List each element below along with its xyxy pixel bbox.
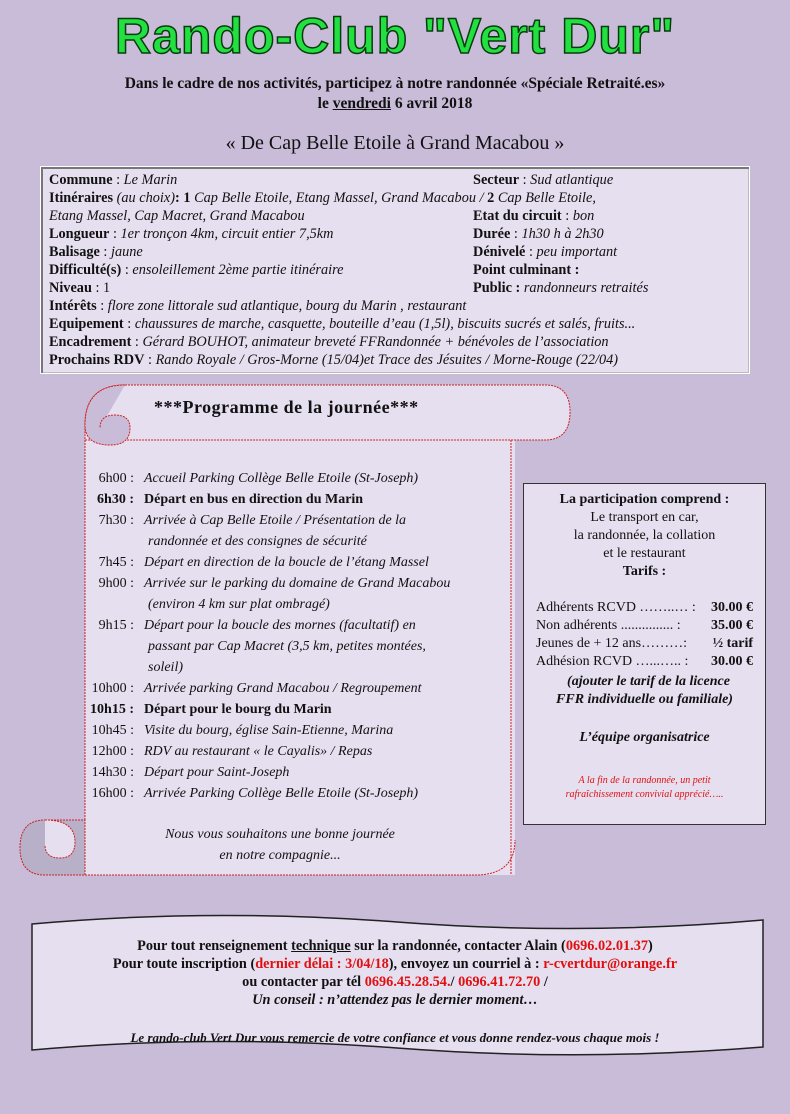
rdv-sep: :: [144, 352, 156, 368]
info-longueur: [49, 225, 333, 243]
tarif-value: ½ tarif: [712, 636, 753, 651]
schedule-time: 7h45 :: [98, 555, 134, 570]
info-panel: [40, 166, 750, 374]
tarif-value: 35.00 €: [711, 618, 753, 633]
equipement-label: Equipement: [49, 316, 124, 332]
equipement-sep: :: [123, 316, 135, 332]
contact-text: ): [648, 938, 653, 954]
info-secteur: [473, 171, 613, 189]
schedule-description: Départ pour le bourg du Marin: [144, 702, 332, 717]
denivele-label: Dénivelé: [473, 244, 526, 260]
contact-line-2: [30, 955, 760, 973]
itineraires-label: Itinéraires: [49, 190, 114, 206]
point-culminant-label: Point culminant :: [473, 262, 580, 278]
denivele-sep: :: [525, 244, 537, 260]
info-public: [473, 279, 648, 297]
info-duree: [473, 225, 604, 243]
schedule-description: Départ pour la boucle des mornes (facultatif) en: [144, 618, 416, 633]
duree-value: 1h30 h à 2h30: [521, 226, 604, 242]
etat-sep: :: [561, 208, 573, 224]
contact-text: sur la randonnée, contacter Alain (: [350, 938, 566, 954]
tarif-label: Adhésion RCVD …...….. :: [536, 654, 689, 669]
registration-deadline: dernier délai : 3/04/18: [255, 956, 389, 972]
contact-text: Pour tout renseignement: [137, 938, 292, 954]
itin-line-2: Etang Massel, Cap Macret, Grand Macabou: [49, 208, 305, 224]
info-encadrement: [49, 333, 609, 351]
refreshment-note-2: rafraîchissement convivial apprécié…..: [565, 789, 724, 800]
difficulte-label: Difficulté(s): [49, 262, 122, 278]
info-point-culminant: [473, 261, 579, 279]
commune-value: Le Marin: [123, 172, 178, 188]
contact-text: ou contacter par tél: [242, 974, 365, 990]
duree-sep: :: [510, 226, 522, 242]
intro-date: 6 avril 2018: [390, 95, 473, 112]
schedule-description: Arrivée sur le parking du domaine de Grand Macabou: [144, 576, 451, 591]
secteur-sep: :: [519, 172, 531, 188]
schedule-description: Visite du bourg, église Sain-Etienne, Marina: [144, 723, 394, 738]
info-rdv: [49, 351, 618, 369]
schedule-time: 12h00 :: [91, 744, 134, 759]
info-niveau: [49, 279, 110, 297]
interets-sep: :: [96, 298, 108, 314]
info-itineraires-2: [49, 207, 305, 225]
schedule-time: 9h00 :: [98, 576, 134, 591]
encadrement-value: Gérard BOUHOT, animateur breveté FFRandonnée + bénévoles de l’association: [142, 334, 609, 350]
schedule-time: 16h00 :: [91, 786, 134, 801]
tarif-value: 30.00 €: [711, 654, 753, 669]
balisage-value: jaune: [110, 244, 143, 260]
contact-technique: technique: [291, 938, 351, 954]
interets-value: flore zone littorale sud atlantique, bourg du Marin , restaurant: [107, 298, 467, 314]
refreshment-note-1: A la fin de la randonnée, un petit: [578, 775, 711, 786]
schedule-time: 9h15 :: [98, 618, 134, 633]
duree-label: Durée: [473, 226, 511, 242]
niveau-value: : 1: [91, 280, 111, 296]
niveau-label: Niveau: [49, 280, 92, 296]
schedule-time: 10h15 :: [90, 702, 134, 717]
difficulte-value: ensoleillement 2ème partie itinéraire: [132, 262, 344, 278]
secteur-value: Sud atlantique: [530, 172, 614, 188]
contact-thanks: Le rando-club Vert Dur vous remercie de votre confiance et vous donne rendez-vous chaque mois !: [130, 1030, 660, 1045]
contact-line-3: [30, 973, 760, 991]
balisage-sep: :: [99, 244, 111, 260]
denivele-value: peu important: [536, 244, 618, 260]
difficulte-sep: :: [121, 262, 133, 278]
schedule-description: soleil): [148, 660, 183, 675]
schedule-description: Arrivée parking Grand Macabou / Regroupement: [144, 681, 422, 696]
contact-phone-alain[interactable]: 0696.02.01.37: [565, 938, 649, 954]
tarif-value: 30.00 €: [711, 600, 753, 615]
schedule-description: RDV au restaurant « le Cayalis» / Repas: [144, 744, 373, 759]
participation-line-3: et le restaurant: [603, 546, 686, 561]
longueur-sep: :: [109, 226, 121, 242]
schedule-description: Départ pour Saint-Joseph: [144, 765, 290, 780]
hike-subtitle: « De Cap Belle Etoile à Grand Macabou »: [225, 132, 565, 154]
interets-label: Intérêts: [49, 298, 97, 314]
schedule-description: randonnée et des consignes de sécurité: [148, 534, 367, 549]
intro-date-prefix: le: [317, 95, 333, 112]
tarif-label: Non adhérents ............... :: [536, 618, 681, 633]
licence-note-1: (ajouter le tarif de la licence: [567, 674, 730, 689]
contact-text: Pour toute inscription (: [112, 956, 256, 972]
schedule-description: Arrivée Parking Collège Belle Etoile (St-Joseph): [144, 786, 419, 801]
intro-line-1: Dans le cadre de nos activités, participez à notre randonnée «Spéciale Retraité.es»: [124, 75, 666, 92]
participation-line-2: la randonnée, la collation: [573, 528, 716, 543]
participation-line-1: Le transport en car,: [590, 510, 699, 525]
contact-advice: Un conseil : n’attendez pas le dernier moment…: [252, 992, 538, 1008]
itin-2-num: 2: [487, 190, 495, 206]
rdv-label: Prochains RDV: [49, 352, 145, 368]
info-denivele: [473, 243, 617, 261]
schedule-description: Accueil Parking Collège Belle Etoile (St-Joseph): [144, 471, 419, 486]
longueur-value: 1er tronçon 4km, circuit entier 7,5km: [120, 226, 334, 242]
encadrement-label: Encadrement: [49, 334, 132, 350]
schedule-description: Arrivée à Cap Belle Etoile / Présentation de la: [144, 513, 407, 528]
info-etat: [473, 207, 594, 225]
itin-1-text: Cap Belle Etoile, Etang Massel, Grand Macabou /: [190, 190, 488, 206]
programme-wish: [120, 824, 440, 866]
schedule-description: passant par Cap Macret (3,5 km, petites montées,: [148, 639, 426, 654]
contact-line-1: [30, 937, 760, 955]
intro-date-day: vendredi: [332, 95, 391, 112]
schedule-description: Départ en direction de la boucle de l’étang Massel: [144, 555, 429, 570]
schedule-time: 7h30 :: [98, 513, 134, 528]
info-itineraires: [49, 189, 596, 207]
contact-email-link[interactable]: r-cvertdur@orange.fr: [543, 956, 678, 972]
schedule-time: 10h00 :: [91, 681, 134, 696]
info-commune: [49, 171, 177, 189]
schedule-description: (environ 4 km sur plat ombragé): [148, 597, 330, 612]
participation-box: [523, 483, 766, 825]
etat-label: Etat du circuit: [473, 208, 562, 224]
itin-1-num: 1: [183, 190, 191, 206]
contact-phone-1[interactable]: 0696.45.28.54.: [364, 974, 451, 990]
info-interets: [49, 297, 466, 315]
tarifs-heading: Tarifs :: [622, 564, 667, 579]
commune-label: Commune: [49, 172, 113, 188]
public-label: Public :: [473, 280, 521, 296]
contact-text: /: [450, 974, 459, 990]
commune-sep: :: [112, 172, 124, 188]
intro-text: [0, 74, 790, 114]
wish-line-1: Nous vous souhaitons une bonne journée: [165, 827, 395, 842]
programme-title: ***Programme de la journée***: [154, 397, 419, 417]
info-balisage: [49, 243, 143, 261]
itineraires-sep: :: [175, 190, 184, 206]
licence-note-2: FFR individuelle ou familiale): [556, 692, 733, 707]
itineraires-paren: (au choix): [113, 190, 175, 206]
info-difficulte: [49, 261, 343, 279]
tarif-label: Jeunes de + 12 ans………:: [536, 636, 687, 651]
balisage-label: Balisage: [49, 244, 100, 260]
schedule-time: 10h45 :: [91, 723, 134, 738]
schedule-time: 14h30 :: [91, 765, 134, 780]
contact-phone-2[interactable]: 0696.41.72.70: [458, 974, 541, 990]
etat-value: bon: [572, 208, 595, 224]
public-value: randonneurs retraités: [520, 280, 649, 296]
schedule-time: 6h30 :: [97, 492, 134, 507]
itin-2-text: Cap Belle Etoile,: [494, 190, 596, 206]
wish-line-2: en notre compagnie...: [219, 848, 341, 863]
schedule-description: Départ en bus en direction du Marin: [144, 492, 364, 507]
encadrement-sep: :: [131, 334, 143, 350]
rdv-value: Rando Royale / Gros-Morne (15/04)et Trace des Jésuites / Morne-Rouge (22/04): [155, 352, 619, 368]
contact-text: /: [540, 974, 548, 990]
equipement-value: chaussures de marche, casquette, bouteille d’eau (1,5l), biscuits sucrés et salés, fruits...: [134, 316, 636, 332]
tarif-label: Adhérents RCVD ……..… :: [536, 600, 696, 615]
page-title: Rando-Club "Vert Dur": [114, 8, 676, 64]
participation-heading: La participation comprend :: [559, 492, 730, 507]
team-signature: L’équipe organisatrice: [579, 730, 710, 745]
secteur-label: Secteur: [473, 172, 520, 188]
intro-line-2: [0, 94, 790, 114]
longueur-label: Longueur: [49, 226, 110, 242]
contact-text: ), envoyez un courriel à :: [388, 956, 544, 972]
schedule-time: 6h00 :: [98, 471, 134, 486]
info-equipement: [49, 315, 635, 333]
